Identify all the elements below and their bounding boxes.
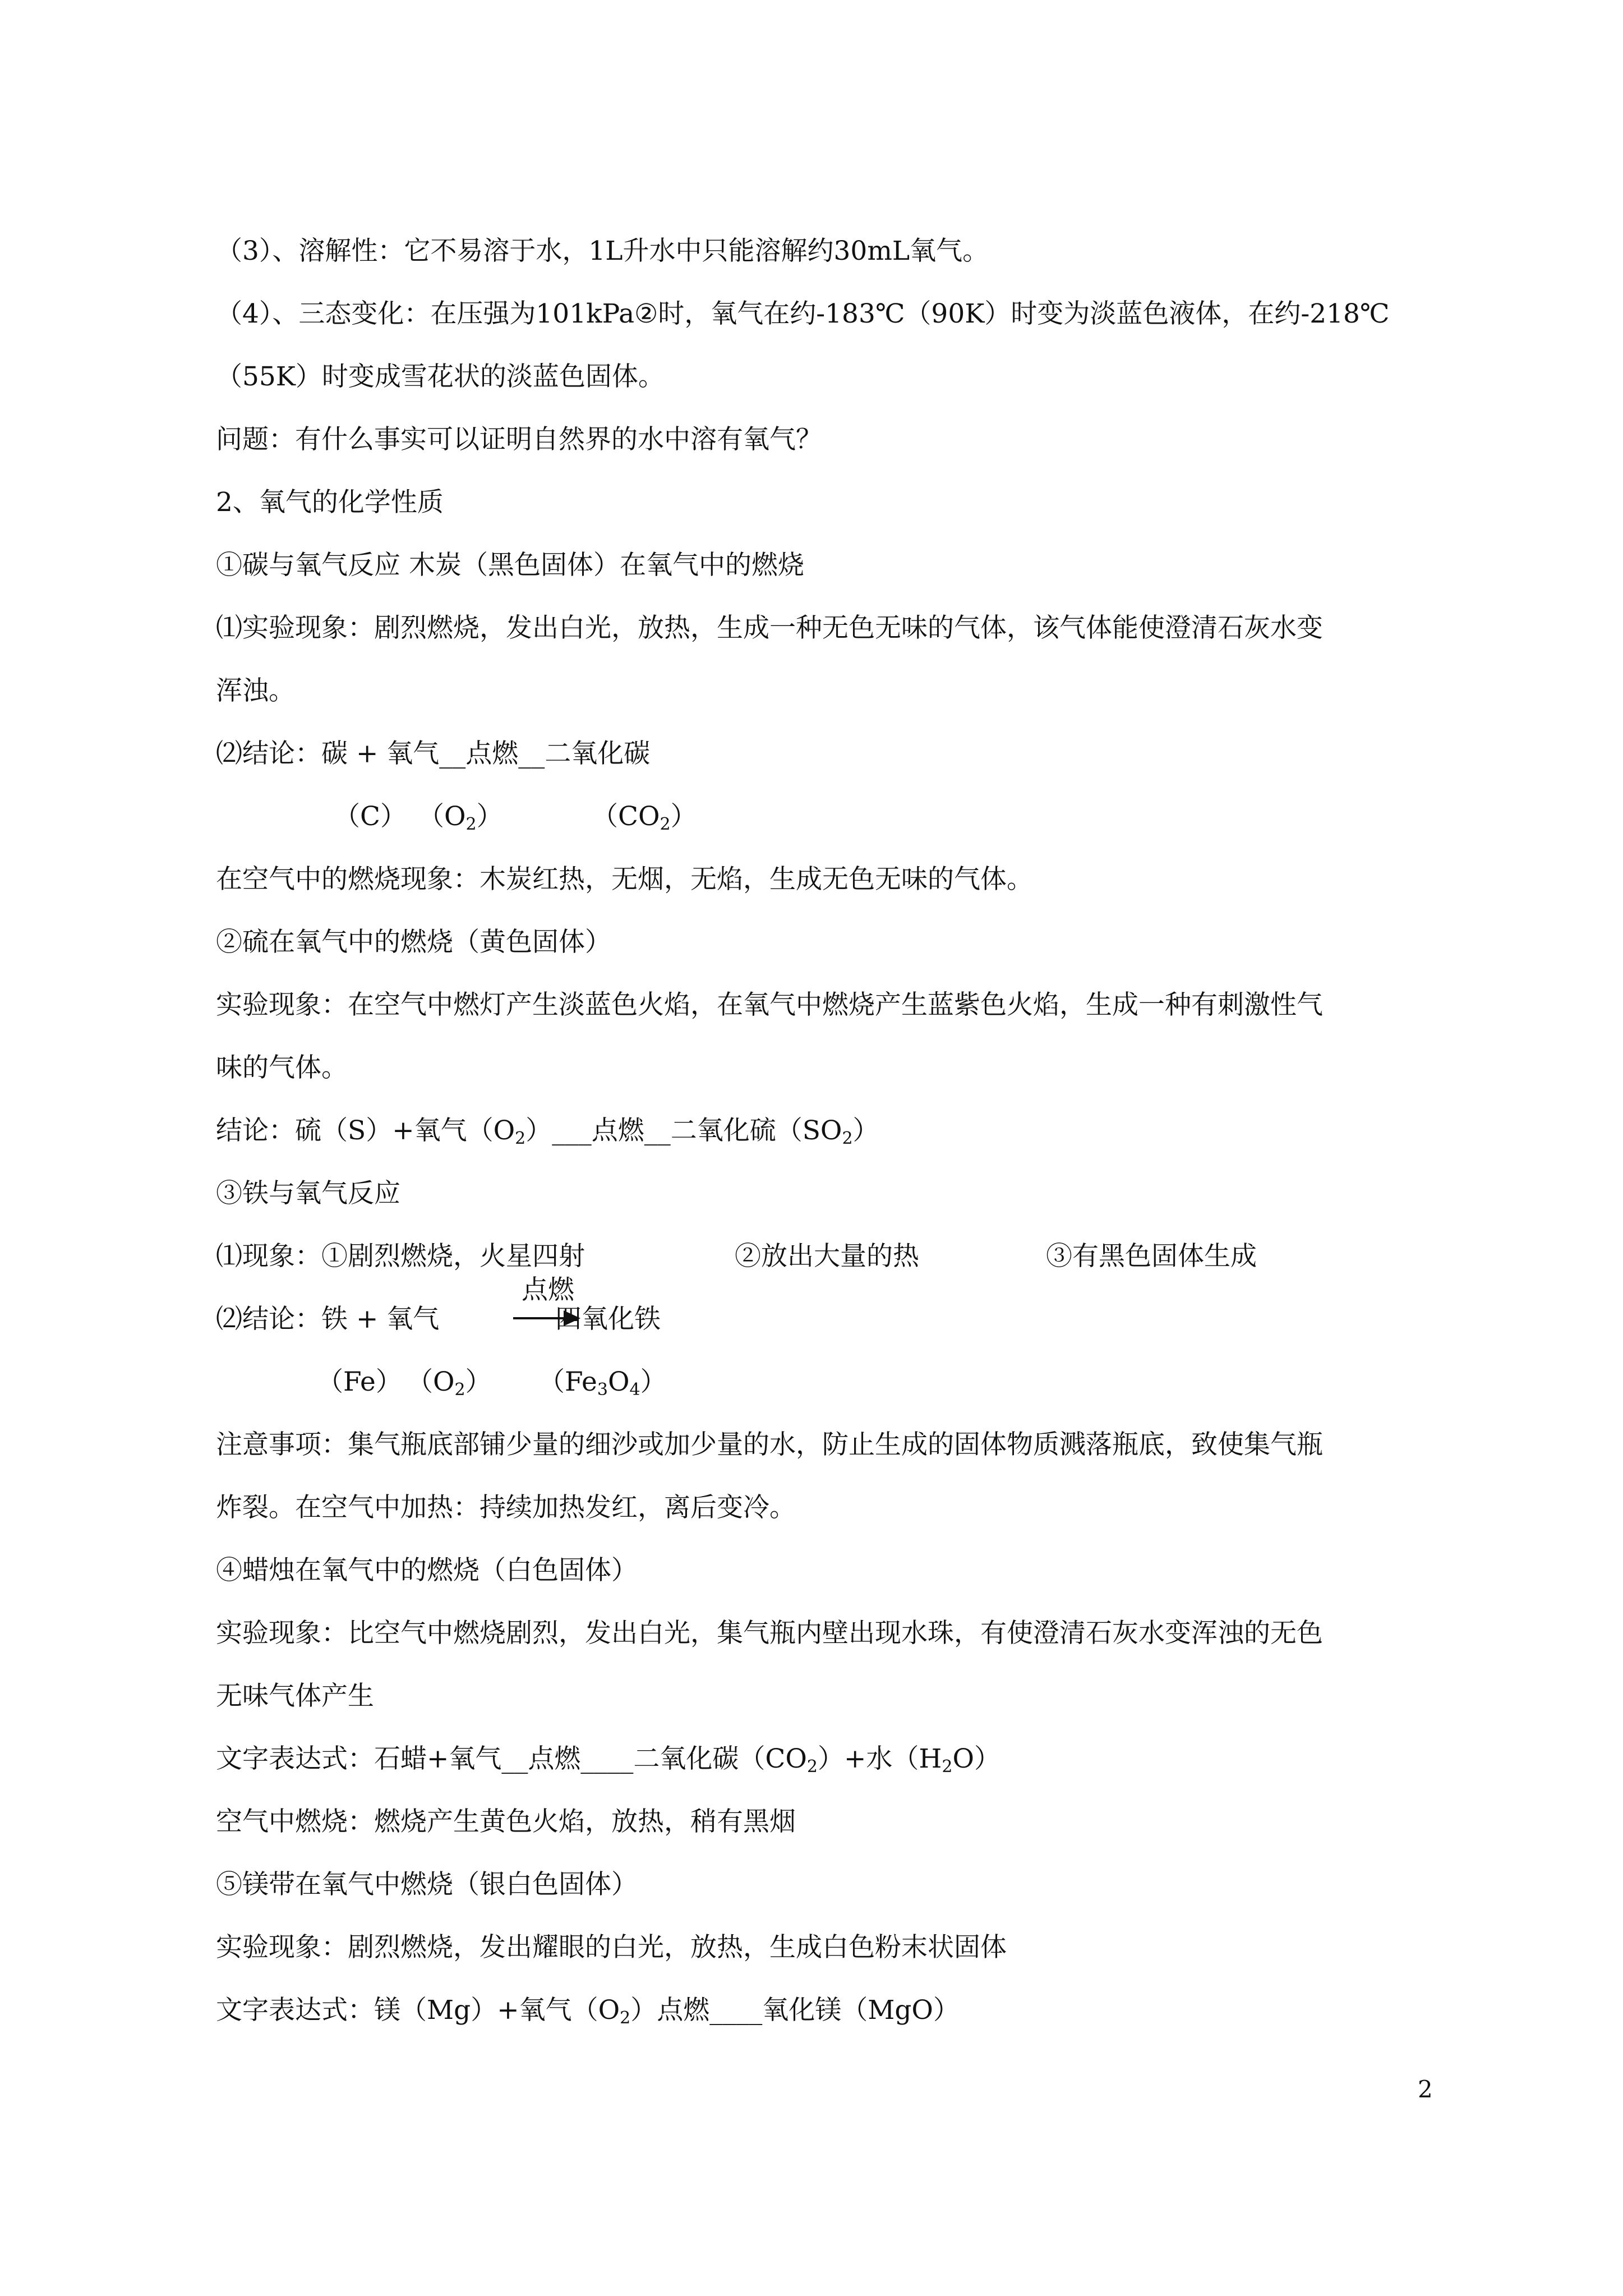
page-number: 2 bbox=[1418, 2076, 1433, 2103]
text-line-magnesium-equation: 文字表达式：镁（Mg）+氧气$(O_2)$点燃____氧化镁（MgO） bbox=[216, 1995, 960, 2028]
text-line-carbon-conclusion: ⑵结论：碳 + 氧气__点燃__二氧化碳 bbox=[216, 738, 651, 769]
formula-fe3o4: $(Fe_3O_4)$ bbox=[538, 1366, 667, 1400]
subheading-iron: ③铁与氧气反应 bbox=[216, 1178, 400, 1209]
subheading-carbon: ①碳与氧气反应 木炭（黑色固体）在氧气中的燃烧 bbox=[216, 550, 804, 581]
text-line-sulfur-phenomenon: 实验现象：在空气中燃灯产生淡蓝色火焰，在氧气中燃烧产生蓝紫色火焰，生成一种有刺激性气 bbox=[216, 990, 1323, 1020]
text-line-carbon-phenomenon-cont: 浑浊。 bbox=[216, 675, 295, 706]
text-line-carbon-phenomenon: ⑴实验现象：剧烈燃烧，发出白光，放热，生成一种无色无味的气体，该气体能使澄清石灰水变 bbox=[216, 613, 1323, 643]
text-line-state-change: （4）、三态变化：在压强为101kPa②时，氧气在约-183℃（90K）时变为淡蓝色液体，在约-218℃ bbox=[216, 298, 1390, 329]
text-line-notes: 注意事项：集气瓶底部铺少量的细沙或加少量的水，防止生成的固体物质溅落瓶底，致使集气瓶 bbox=[216, 1429, 1323, 1460]
formula-o2: $(O_2)$ bbox=[418, 801, 503, 834]
text-line-candle-phenomenon-cont: 无味气体产生 bbox=[216, 1681, 374, 1711]
text-line-magnesium-phenomenon: 实验现象：剧烈燃烧，发出耀眼的白光，放热，生成白色粉末状固体 bbox=[216, 1932, 1007, 1963]
subheading-magnesium: ⑤镁带在氧气中燃烧（银白色固体） bbox=[216, 1869, 638, 1900]
text-line-carbon-air: 在空气中的燃烧现象：木炭红热，无烟，无焰，生成无色无味的气体。 bbox=[216, 864, 1033, 895]
section-heading-chemical-properties: 2、氧气的化学性质 bbox=[216, 487, 444, 518]
formula-o2: $(O_2)$ bbox=[407, 1366, 492, 1400]
formula-co2: $(CO_2)$ bbox=[592, 801, 697, 834]
text-line-sulfur-conclusion: 结论：硫（S）+氧气$(O_2)\_\_\_$点燃__二氧化硫$(SO_2)$ bbox=[216, 1115, 879, 1148]
text-line-sulfur-phenomenon-cont: 味的气体。 bbox=[216, 1052, 348, 1083]
formula-fe: （Fe） bbox=[317, 1366, 402, 1397]
text-line-solubility: （3）、溶解性：它不易溶于水，1L升水中只能溶解约30mL氧气。 bbox=[216, 236, 989, 266]
text-line-state-change-cont: （55K）时变成雪花状的淡蓝色固体。 bbox=[216, 361, 665, 392]
subheading-candle: ④蜡烛在氧气中的燃烧（白色固体） bbox=[216, 1555, 638, 1586]
reaction-condition-label: 点燃 bbox=[522, 1274, 574, 1305]
document-page: （3）、溶解性：它不易溶于水，1L升水中只能溶解约30mL氧气。 （4）、三态变化：在压强为101kPa②时，氧气在约-183℃（90K）时变为淡蓝色液体，在约-218℃ （55K）时变成雪花状的淡蓝色固体。 问题：有什么事实可以证明自然界的水中溶有氧气？ 2、氧气的化学性质 ①碳与氧气反应 木炭（黑色固体）在氧气中的燃烧 ⑴实验现象：剧烈燃烧，发出白光，放热，生成一种无色无味的气体，该气体能使澄清石灰水变 浑浊。 ⑵结论：碳 + 氧气__点燃__二氧化碳 （C） $(O_2)$ $(CO_2)$ 在空气中的燃烧现象：木炭红热，无烟，无焰，生成无色无味的气体。 ②硫在氧气中的燃烧（黄色固体） 实验现象：在空气中燃灯产生淡蓝色火焰，在氧气中燃烧产生蓝紫色火焰，生成一种有刺激性气 味的气体。 结论：硫（S）+氧气$(O_2)\_\_\_$点燃__二氧化硫$(SO_2)$ ③铁与氧气反应 ⑴现象：①剧烈燃烧，火星四射 ②放出大量的热 ③有黑色固体生成 ⑵结论：铁 + 氧气 点燃 四氧化铁 （Fe） $(O_2)$ $(Fe_3O_4)$ 注意事项：集气瓶底部铺少量的细沙或加少量的水，防止生成的固体物质溅落瓶底，致使集气瓶 炸裂。在空气中加热：持续加热发红，离后变冷。 ④蜡烛在氧气中的燃烧（白色固体） 实验现象：比空气中燃烧剧烈，发出白光，集气瓶内壁出现水珠，有使澄清石灰水变浑浊的无色 无味气体产生 文字表达式：石蜡+氧气__点燃____二氧化碳$(CO_2)+$水$(H_2O)$ 空气中燃烧：燃烧产生黄色火焰，放热，稍有黑烟 ⑤镁带在氧气中燃烧（银白色固体） 实验现象：剧烈燃烧，发出耀眼的白光，放热，生成白色粉末状固体 文字表达式：镁（Mg）+氧气$(O_2)$点燃____氧化镁（MgO） 2 bbox=[216, 236, 1433, 2103]
text-line-notes-cont: 炸裂。在空气中加热：持续加热发红，离后变冷。 bbox=[216, 1492, 796, 1523]
text-line-candle-phenomenon: 实验现象：比空气中燃烧剧烈，发出白光，集气瓶内壁出现水珠，有使澄清石灰水变浑浊的无色 bbox=[216, 1618, 1323, 1649]
text-line-candle-air: 空气中燃烧：燃烧产生黄色火焰，放热，稍有黑烟 bbox=[216, 1806, 796, 1837]
formula-c: （C） bbox=[334, 801, 407, 832]
text-line-question: 问题：有什么事实可以证明自然界的水中溶有氧气？ bbox=[216, 424, 822, 455]
subheading-sulfur: ②硫在氧气中的燃烧（黄色固体） bbox=[216, 927, 611, 958]
text-line-candle-equation: 文字表达式：石蜡+氧气__点燃____二氧化碳$(CO_2)+$水$(H_2O)$ bbox=[216, 1743, 1000, 1777]
